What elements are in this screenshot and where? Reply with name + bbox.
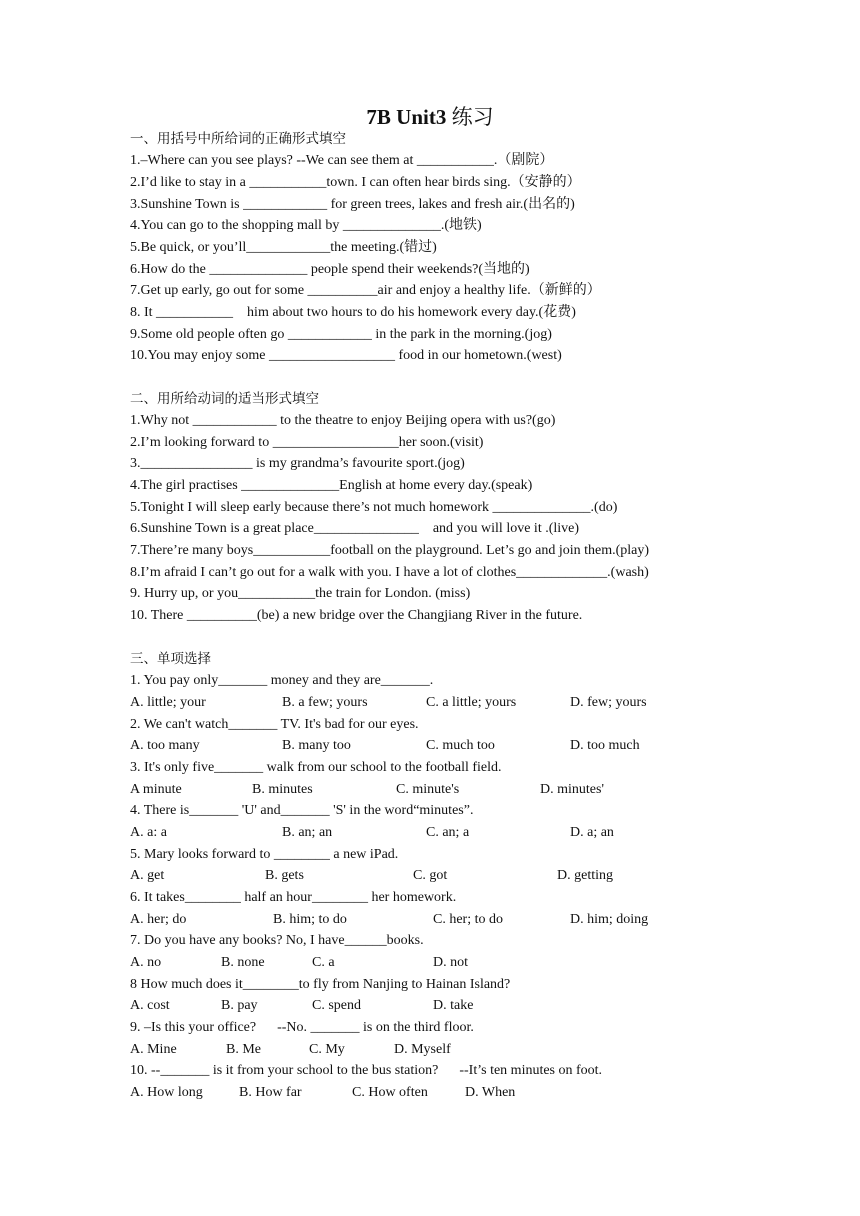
s3-q3-option-c: C. minute's: [396, 782, 460, 797]
s3-q4-option-a: A. a: a: [130, 825, 167, 840]
s3-question-1: 1. You pay only_______ money and they are_______.: [130, 673, 434, 688]
s3-q10-option-d: D. When: [465, 1085, 516, 1100]
s3-q10-option-c: C. How often: [352, 1085, 428, 1100]
section1-heading: 一、用括号中所给词的正确形式填空: [130, 131, 346, 147]
s1-item-4: 4.You can go to the shopping mall by ______________.(地铁): [130, 218, 482, 233]
s3-question-3: 3. It's only five_______ walk from our school to the football field.: [130, 760, 502, 775]
s1-item-1: 1.–Where can you see plays? --We can see them at ___________.（剧院）: [130, 153, 554, 168]
section2-heading: 二、用所给动词的适当形式填空: [130, 391, 319, 407]
section3-heading: 三、单项选择: [130, 651, 211, 667]
s2-item-5: 5.Tonight I will sleep early because there’s not much homework ______________.(do): [130, 500, 618, 515]
s2-item-2: 2.I’m looking forward to __________________her soon.(visit): [130, 435, 484, 450]
s3-q6-option-c: C. her; to do: [433, 912, 503, 927]
title-cn: 练习: [451, 105, 494, 129]
s3-q10-option-b: B. How far: [239, 1085, 302, 1100]
s3-question-6: 6. It takes________ half an hour________ her homework.: [130, 890, 457, 905]
s2-item-3: 3.________________ is my grandma’s favourite sport.(jog): [130, 456, 465, 471]
s3-q7-option-c: C. a: [312, 955, 335, 970]
s3-q9-option-c: C. My: [309, 1042, 345, 1057]
s1-item-9: 9.Some old people often go ____________ in the park in the morning.(jog): [130, 327, 552, 342]
s2-item-1: 1.Why not ____________ to the theatre to enjoy Beijing opera with us?(go): [130, 413, 556, 428]
s3-question-8: 8 How much does it________to fly from Nanjing to Hainan Island?: [130, 977, 511, 992]
s1-item-2: 2.I’d like to stay in a ___________town. I can often hear birds sing.（安静的）: [130, 175, 581, 190]
s3-q6-option-a: A. her; do: [130, 912, 187, 927]
s3-q2-option-d: D. too much: [570, 738, 640, 753]
s3-question-4: 4. There is_______ 'U' and_______ 'S' in the word“minutes”.: [130, 803, 474, 818]
s2-item-9: 9. Hurry up, or you___________the train for London. (miss): [130, 586, 471, 601]
s3-q3-option-d: D. minutes': [540, 782, 604, 797]
s3-q3-option-b: B. minutes: [252, 782, 313, 797]
s3-q4-option-b: B. an; an: [282, 825, 333, 840]
s2-item-7: 7.There’re many boys___________football on the playground. Let’s go and join them.(play): [130, 543, 650, 558]
s3-q1-option-b: B. a few; yours: [282, 695, 368, 710]
s2-item-4: 4.The girl practises ______________English at home every day.(speak): [130, 478, 533, 493]
s2-item-10: 10. There __________(be) a new bridge over the Changjiang River in the future.: [130, 608, 583, 623]
s3-q1-option-d: D. few; yours: [570, 695, 647, 710]
s3-q8-option-b: B. pay: [221, 998, 258, 1013]
s3-q6-option-b: B. him; to do: [273, 912, 347, 927]
s3-q9-option-d: D. Myself: [394, 1042, 451, 1057]
s2-item-8: 8.I’m afraid I can’t go out for a walk with you. I have a lot of clothes_____________.(wash): [130, 565, 649, 580]
s1-item-6: 6.How do the ______________ people spend their weekends?(当地的): [130, 262, 530, 277]
s3-q5-option-d: D. getting: [557, 868, 613, 883]
page-title: [0, 101, 860, 131]
title-main: 7B Unit3: [366, 105, 452, 129]
s3-question-10: 10. --_______ is it from your school to the bus station? --It’s ten minutes on foot.: [130, 1063, 603, 1078]
s3-q1-option-c: C. a little; yours: [426, 695, 517, 710]
s1-item-10: 10.You may enjoy some __________________ food in our hometown.(west): [130, 348, 562, 363]
s3-q2-option-a: A. too many: [130, 738, 200, 753]
s3-q5-option-c: C. got: [413, 868, 448, 883]
s3-q5-option-a: A. get: [130, 868, 165, 883]
s1-item-8: 8. It ___________ him about two hours to do his homework every day.(花费): [130, 305, 576, 320]
s2-item-6: 6.Sunshine Town is a great place_______________ and you will love it .(live): [130, 521, 580, 536]
s3-question-5: 5. Mary looks forward to ________ a new iPad.: [130, 847, 399, 862]
s3-question-7: 7. Do you have any books? No, I have______books.: [130, 933, 424, 948]
s3-q3-option-a: A minute: [130, 782, 182, 797]
s3-q4-option-c: C. an; a: [426, 825, 470, 840]
s3-question-9: 9. –Is this your office? --No. _______ is on the third floor.: [130, 1020, 474, 1035]
s3-q9-option-b: B. Me: [226, 1042, 261, 1057]
s3-q8-option-d: D. take: [433, 998, 474, 1013]
s1-item-5: 5.Be quick, or you’ll____________the meeting.(错过): [130, 240, 437, 255]
s3-q7-option-b: B. none: [221, 955, 265, 970]
s3-q1-option-a: A. little; your: [130, 695, 206, 710]
s3-question-2: 2. We can't watch_______ TV. It's bad for our eyes.: [130, 717, 419, 732]
s3-q6-option-d: D. him; doing: [570, 912, 649, 927]
s3-q7-option-a: A. no: [130, 955, 162, 970]
s1-item-3: 3.Sunshine Town is ____________ for green trees, lakes and fresh air.(出名的): [130, 197, 575, 212]
s3-q5-option-b: B. gets: [265, 868, 304, 883]
s3-q2-option-b: B. many too: [282, 738, 351, 753]
s3-q9-option-a: A. Mine: [130, 1042, 177, 1057]
s3-q8-option-a: A. cost: [130, 998, 170, 1013]
s3-q7-option-d: D. not: [433, 955, 468, 970]
s3-q10-option-a: A. How long: [130, 1085, 203, 1100]
s3-q2-option-c: C. much too: [426, 738, 495, 753]
s1-item-7: 7.Get up early, go out for some __________air and enjoy a healthy life.（新鲜的）: [130, 283, 601, 298]
s3-q8-option-c: C. spend: [312, 998, 361, 1013]
s3-q4-option-d: D. a; an: [570, 825, 614, 840]
